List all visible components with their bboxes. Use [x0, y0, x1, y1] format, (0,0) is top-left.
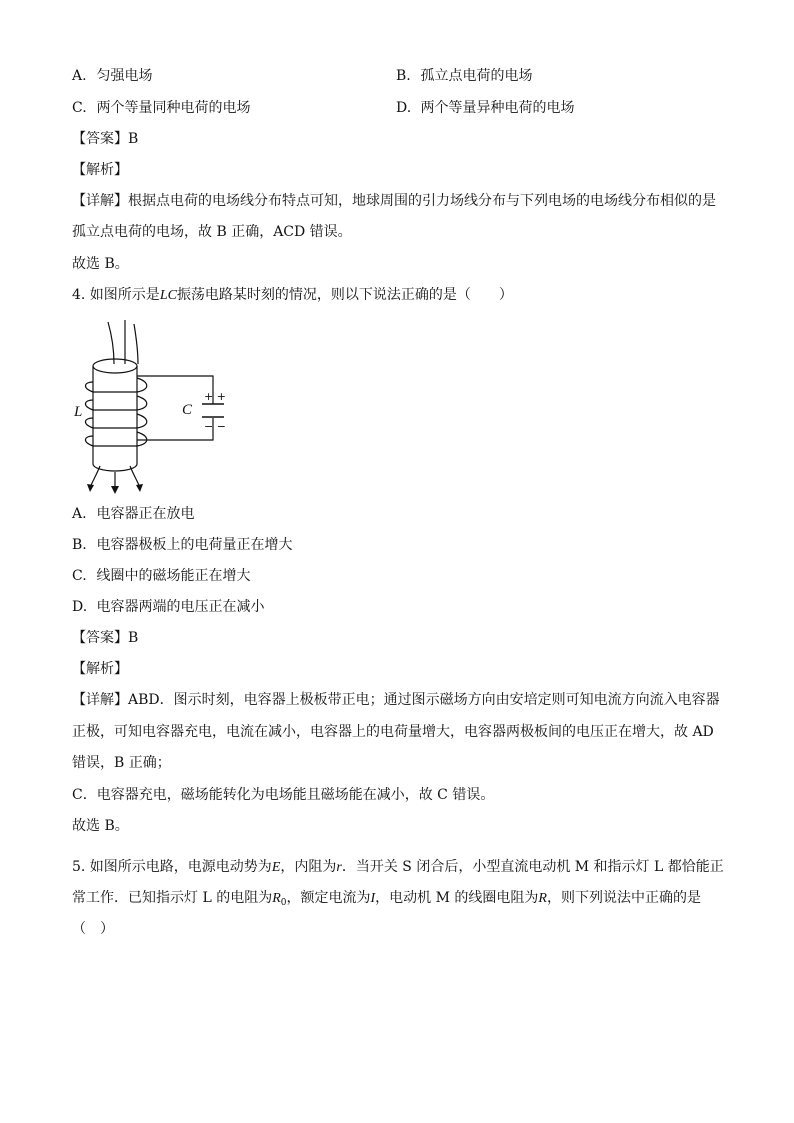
analysis-label: 【解析】 — [72, 661, 128, 677]
field-line — [108, 322, 114, 364]
answer-line — [72, 129, 138, 149]
detail-line: 孤立点电荷的电场，故 B 正确，ACD 错误。 — [72, 224, 352, 240]
option-letter: D. — [396, 100, 412, 116]
plus-signs: + + — [204, 390, 226, 403]
option-letter: A. — [72, 68, 87, 84]
stem-text: ．当开关 S 闭合后，小型直流电动机 M 和指示灯 L 都恰能正 — [341, 859, 724, 875]
stem-text: ，内阻为 — [280, 859, 337, 875]
core-top — [93, 359, 137, 373]
option-letter: C. — [72, 568, 87, 584]
symbol-e: E — [271, 860, 281, 875]
answer-value: B — [128, 131, 139, 147]
option-letter: C. — [72, 100, 87, 116]
answer-line — [72, 628, 138, 648]
stem-text: ，电动机 M 的线圈电阻为 — [375, 890, 539, 906]
symbol-r: r — [336, 860, 342, 875]
analysis-label: 【解析】 — [72, 162, 128, 178]
question-stem — [72, 888, 701, 913]
detail-text: 根据点电荷的电场线分布特点可知，地球周围的引力场线分布与下列电场的电场线分布相似的是 — [128, 193, 716, 209]
answer-bracket: （ ） — [72, 921, 114, 937]
wire-bottom — [137, 418, 213, 440]
detail-text: ABD．图示时刻，电容器上极板带正电；通过图示磁场方向由安培定则可知电流方向流入电容器 — [128, 692, 720, 708]
symbol-r-coil: R — [538, 891, 547, 906]
answer-label: 【答案】 — [72, 630, 128, 646]
question-stem — [72, 857, 724, 878]
stem-lc: LC — [159, 288, 177, 303]
symbol-i: I — [370, 891, 376, 906]
detail-line: C．电容器充电，磁场能转化为电场能且磁场能在减小，故 C 错误。 — [72, 787, 495, 803]
inductor-label: L — [74, 404, 83, 420]
capacitor-label: C — [182, 402, 193, 418]
minus-signs: − − — [204, 420, 226, 433]
symbol-r0: R — [272, 891, 281, 906]
option-text: 电容器极板上的电荷量正在增大 — [96, 537, 293, 553]
wire-top — [137, 376, 213, 404]
detail-label: 【详解】 — [72, 193, 128, 209]
option-c — [72, 566, 250, 586]
option-d — [72, 597, 264, 617]
option-text: 两个等量异种电荷的电场 — [420, 100, 575, 116]
option-b — [72, 535, 292, 555]
option-letter: B. — [396, 68, 411, 84]
option-a — [72, 66, 152, 86]
field-line — [134, 324, 138, 364]
stem-text: ，则下列说法中正确的是 — [546, 890, 701, 906]
option-a — [72, 504, 194, 524]
answer-value: B — [128, 630, 139, 646]
stem-text: 常工作．已知指示灯 L 的电阻为 — [72, 890, 273, 906]
answer-label: 【答案】 — [72, 131, 128, 147]
lc-circuit-figure — [70, 316, 250, 494]
option-text: 电容器正在放电 — [96, 506, 195, 522]
option-letter: B. — [72, 537, 87, 553]
option-letter: D. — [72, 599, 88, 615]
conclusion: 故选 B。 — [72, 818, 129, 834]
option-text: 匀强电场 — [96, 68, 153, 84]
option-text: 两个等量同种电荷的电场 — [96, 100, 251, 116]
option-d — [396, 98, 574, 118]
option-text: 孤立点电荷的电场 — [420, 68, 533, 84]
arrow-head — [136, 484, 143, 492]
stem-prefix: 4. 如图所示是 — [72, 287, 160, 303]
option-c — [72, 98, 250, 118]
stem-text: 5. 如图所示电路，电源电动势为 — [72, 859, 272, 875]
option-letter: A. — [72, 506, 87, 522]
option-b — [396, 66, 532, 86]
detail-line — [72, 191, 716, 211]
stem-text: ，额定电流为 — [286, 890, 371, 906]
detail-line: 正极，可知电容器充电，电流在减小，电容器上的电荷量增大，电容器两极板间的电压正在增大，故 AD — [72, 724, 714, 740]
symbol-r0-subscript: 0 — [280, 898, 287, 908]
conclusion: 故选 B。 — [72, 256, 129, 272]
stem-suffix: 振荡电路某时刻的情况，则以下说法正确的是（ ） — [176, 287, 513, 303]
option-text: 线圈中的磁场能正在增大 — [96, 568, 251, 584]
detail-line — [72, 690, 720, 710]
arrow-head — [87, 484, 94, 492]
arrow-head — [111, 486, 119, 494]
question-stem — [72, 285, 513, 306]
detail-label: 【详解】 — [72, 692, 128, 708]
detail-line: 错误，B 正确； — [72, 755, 171, 771]
option-text: 电容器两端的电压正在减小 — [96, 599, 265, 615]
